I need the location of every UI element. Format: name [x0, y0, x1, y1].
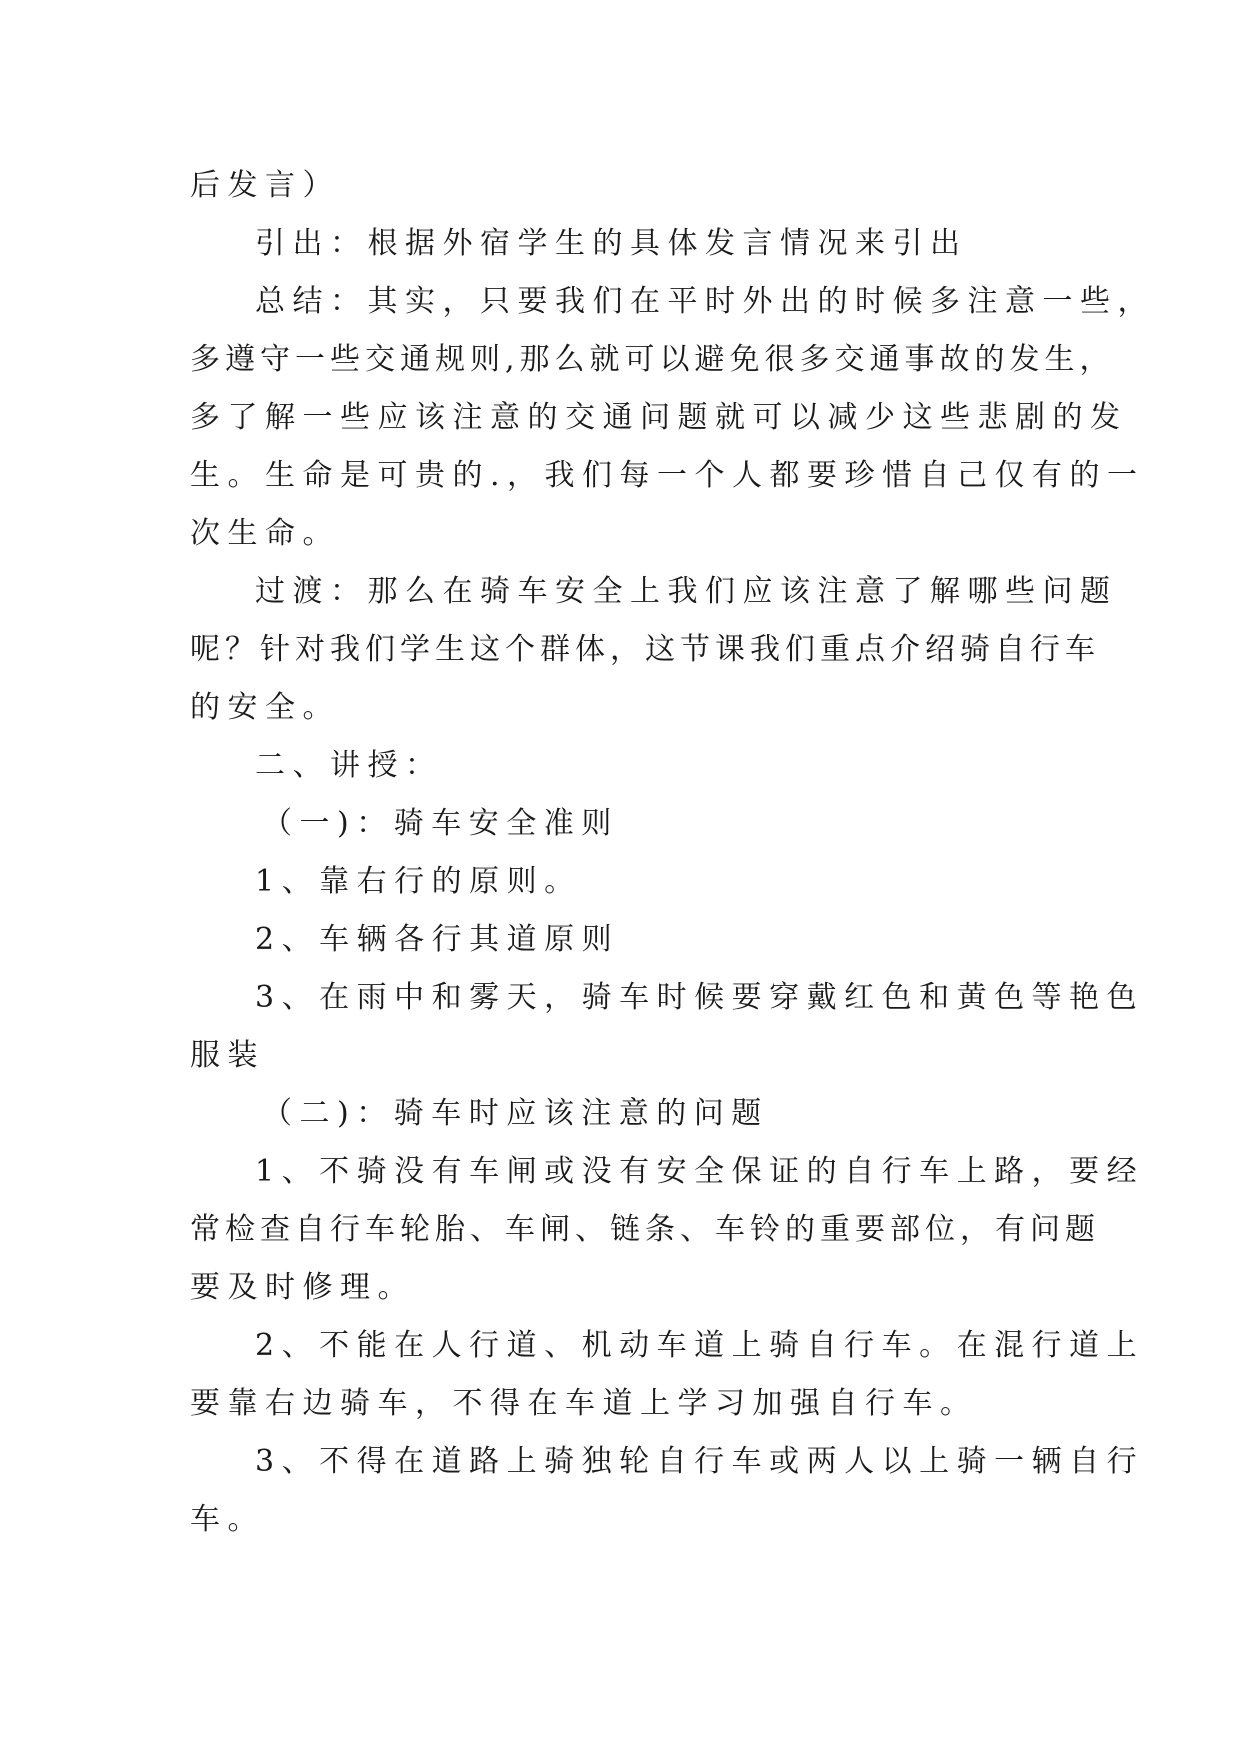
text-line: 1、靠右行的原则。	[255, 864, 582, 899]
subsection-heading: （二)：骑车时应该注意的问题	[262, 1096, 769, 1131]
text-line: 车。	[190, 1502, 265, 1537]
text-line: 后发言）	[190, 168, 340, 203]
text-line: 的安全。	[190, 690, 340, 725]
text-line: 引出：根据外宿学生的具体发言情况来引出	[255, 226, 968, 261]
text-line: 1、不骑没有车闸或没有安全保证的自行车上路，要经	[255, 1154, 1145, 1189]
text-line: 3、不得在道路上骑独轮自行车或两人以上骑一辆自行	[255, 1444, 1145, 1479]
section-heading: 二、讲授：	[255, 748, 443, 783]
text-line: 2、车辆各行其道原则	[255, 922, 620, 957]
text-line: 2、不能在人行道、机动车道上骑自行车。在混行道上	[255, 1328, 1145, 1363]
text-line: 多了解一些应该注意的交通问题就可以减少这些悲剧的发	[190, 400, 1128, 435]
text-line: 生。生命是可贵的.，我们每一个人都要珍惜自己仅有的一	[190, 458, 1145, 493]
text-line: 服装	[190, 1038, 265, 1073]
text-line: 总结：其实，只要我们在平时外出的时候多注意一些，	[255, 284, 1155, 319]
text-line: 3、在雨中和雾天，骑车时候要穿戴红色和黄色等艳色	[255, 980, 1145, 1015]
text-line: 呢？针对我们学生这个群体，这节课我们重点介绍骑自行车	[190, 632, 1100, 667]
text-line: 常检查自行车轮胎、车闸、链条、车铃的重要部位，有问题	[190, 1212, 1100, 1247]
text-line: 要及时修理。	[190, 1270, 415, 1305]
text-line: 要靠右边骑车，不得在车道上学习加强自行车。	[190, 1386, 978, 1421]
text-line: 过渡：那么在骑车安全上我们应该注意了解哪些问题	[255, 574, 1118, 609]
subsection-heading: （一)：骑车安全准则	[262, 806, 619, 841]
text-line: 次生命。	[190, 516, 340, 551]
text-line: 多遵守一些交通规则,那么就可以避免很多交通事故的发生，	[190, 342, 1115, 377]
